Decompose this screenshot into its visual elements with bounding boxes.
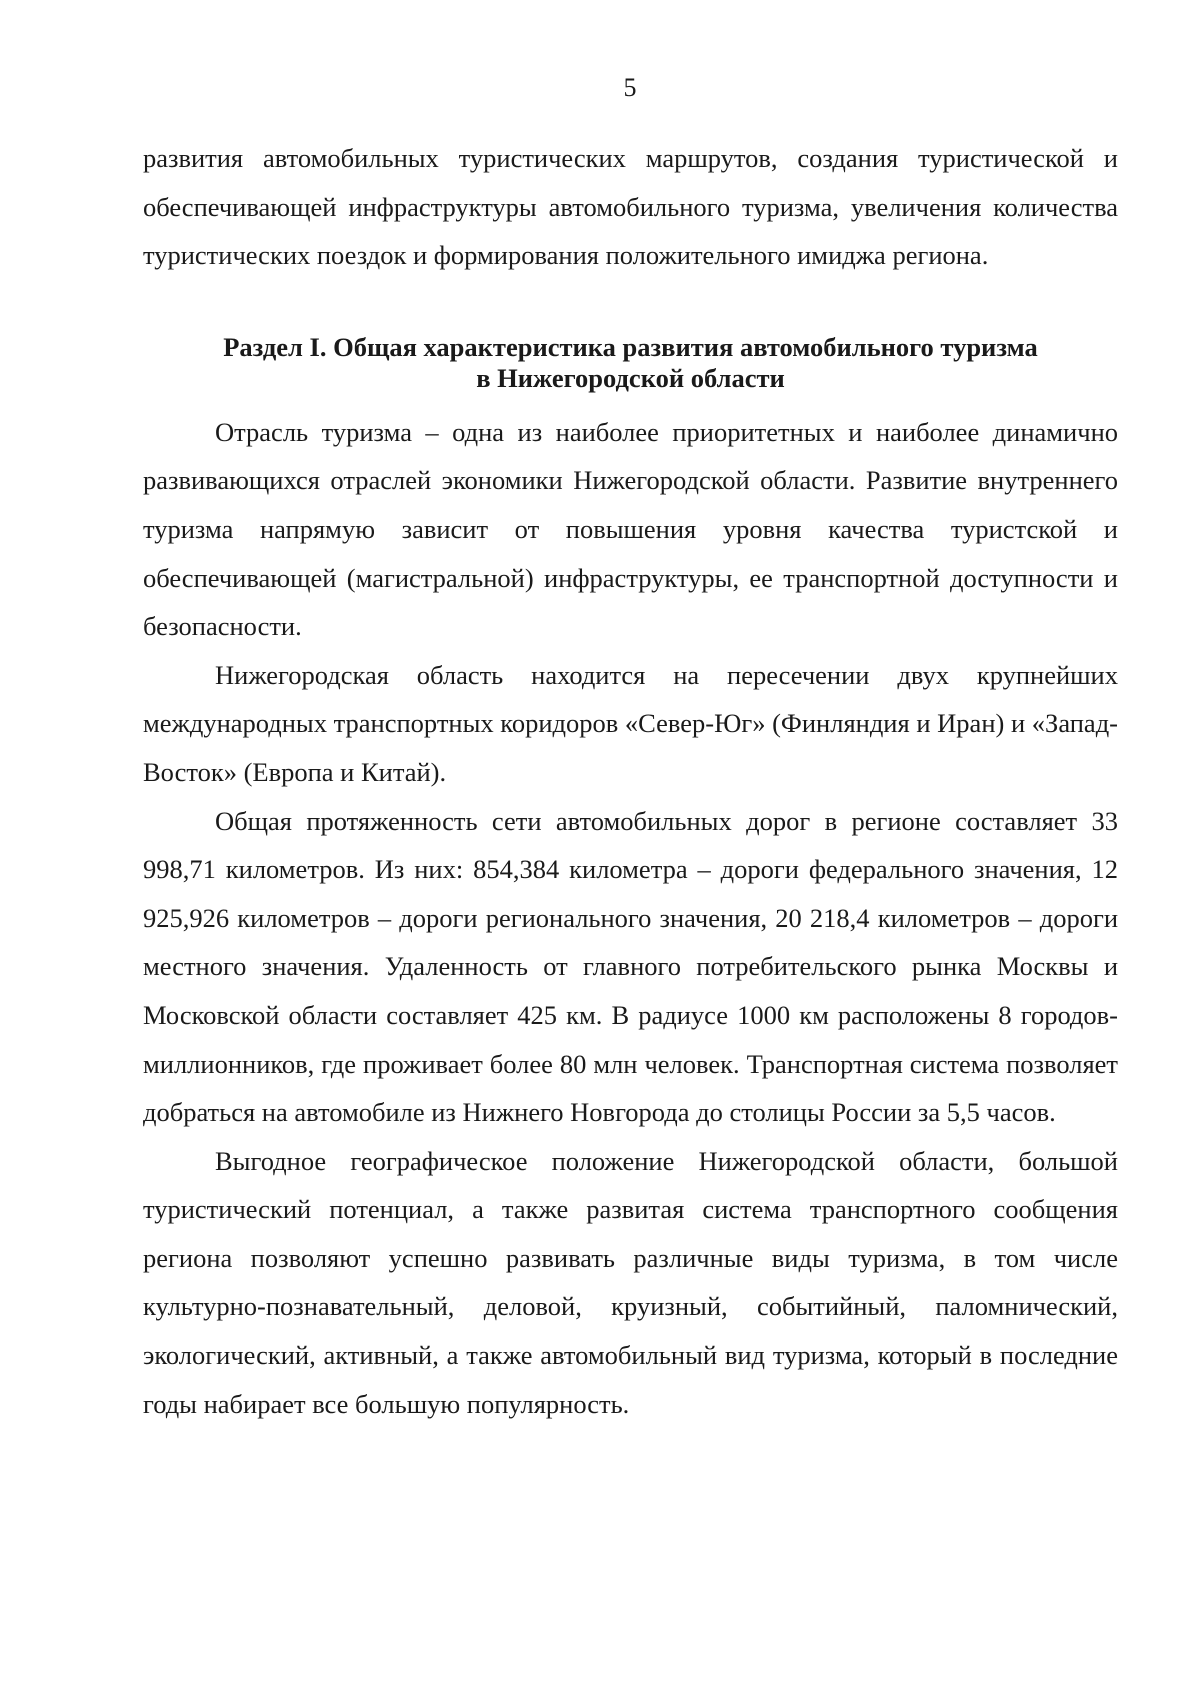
intro-paragraph: развития автомобильных туристических маршрутов, создания туристической и обеспечивающей инфраструктуры автомобильного туризма, увеличения количества туристических поездок и формирования положительного имиджа региона. <box>143 143 1118 271</box>
section-heading <box>143 332 1118 394</box>
section-heading-line-1: Раздел I. Общая характеристика развития автомобильного туризма <box>223 331 1038 362</box>
paragraph-road-network: Общая протяженность сети автомобильных дорог в регионе составляет 33 998,71 километров. Из них: 854,384 километра – дороги федерального значения, 12 925,926 километров – дороги регионального значения, 20 218,4 километров – дороги местного значения. Удаленность от главного потребительского рынка Москвы и Московской области составляет 425 км. В радиусе 1000 км расположены 8 городов-миллионников, где проживает более 80 млн человек. Транспортная система позволяет добраться на автомобиле из Нижнего Новгорода до столицы России за 5,5 часов. <box>143 805 1118 1128</box>
paragraph-tourism-industry: Отрасль туризма – одна из наиболее приоритетных и наиболее динамично развивающихся отраслей экономики Нижегородской области. Развитие внутреннего туризма напрямую зависит от повышения уровня качества туристской и обеспечивающей (магистральной) инфраструктуры, ее транспортной доступности и безопасности. <box>143 416 1118 642</box>
section-heading-line-2: в Нижегородской области <box>476 362 785 393</box>
paragraph-transport-corridors: Нижегородская область находится на пересечении двух крупнейших международных транспортных коридоров «Север-Юг» (Финляндия и Иран) и «Запад-Восток» (Европа и Китай). <box>143 659 1118 787</box>
document-body <box>143 134 1118 1428</box>
page-number: 5 <box>623 73 637 102</box>
paragraph-geographic-position: Выгодное географическое положение Нижегородской области, большой туристический потенциал, а также развитая система транспортного сообщения региона позволяют успешно развивать различные виды туризма, в том числе культурно-познавательный, деловой, круизный, событийный, паломнический, экологический, активный, а также автомобильный вид туризма, который в последние годы набирает все большую популярность. <box>143 1145 1118 1419</box>
